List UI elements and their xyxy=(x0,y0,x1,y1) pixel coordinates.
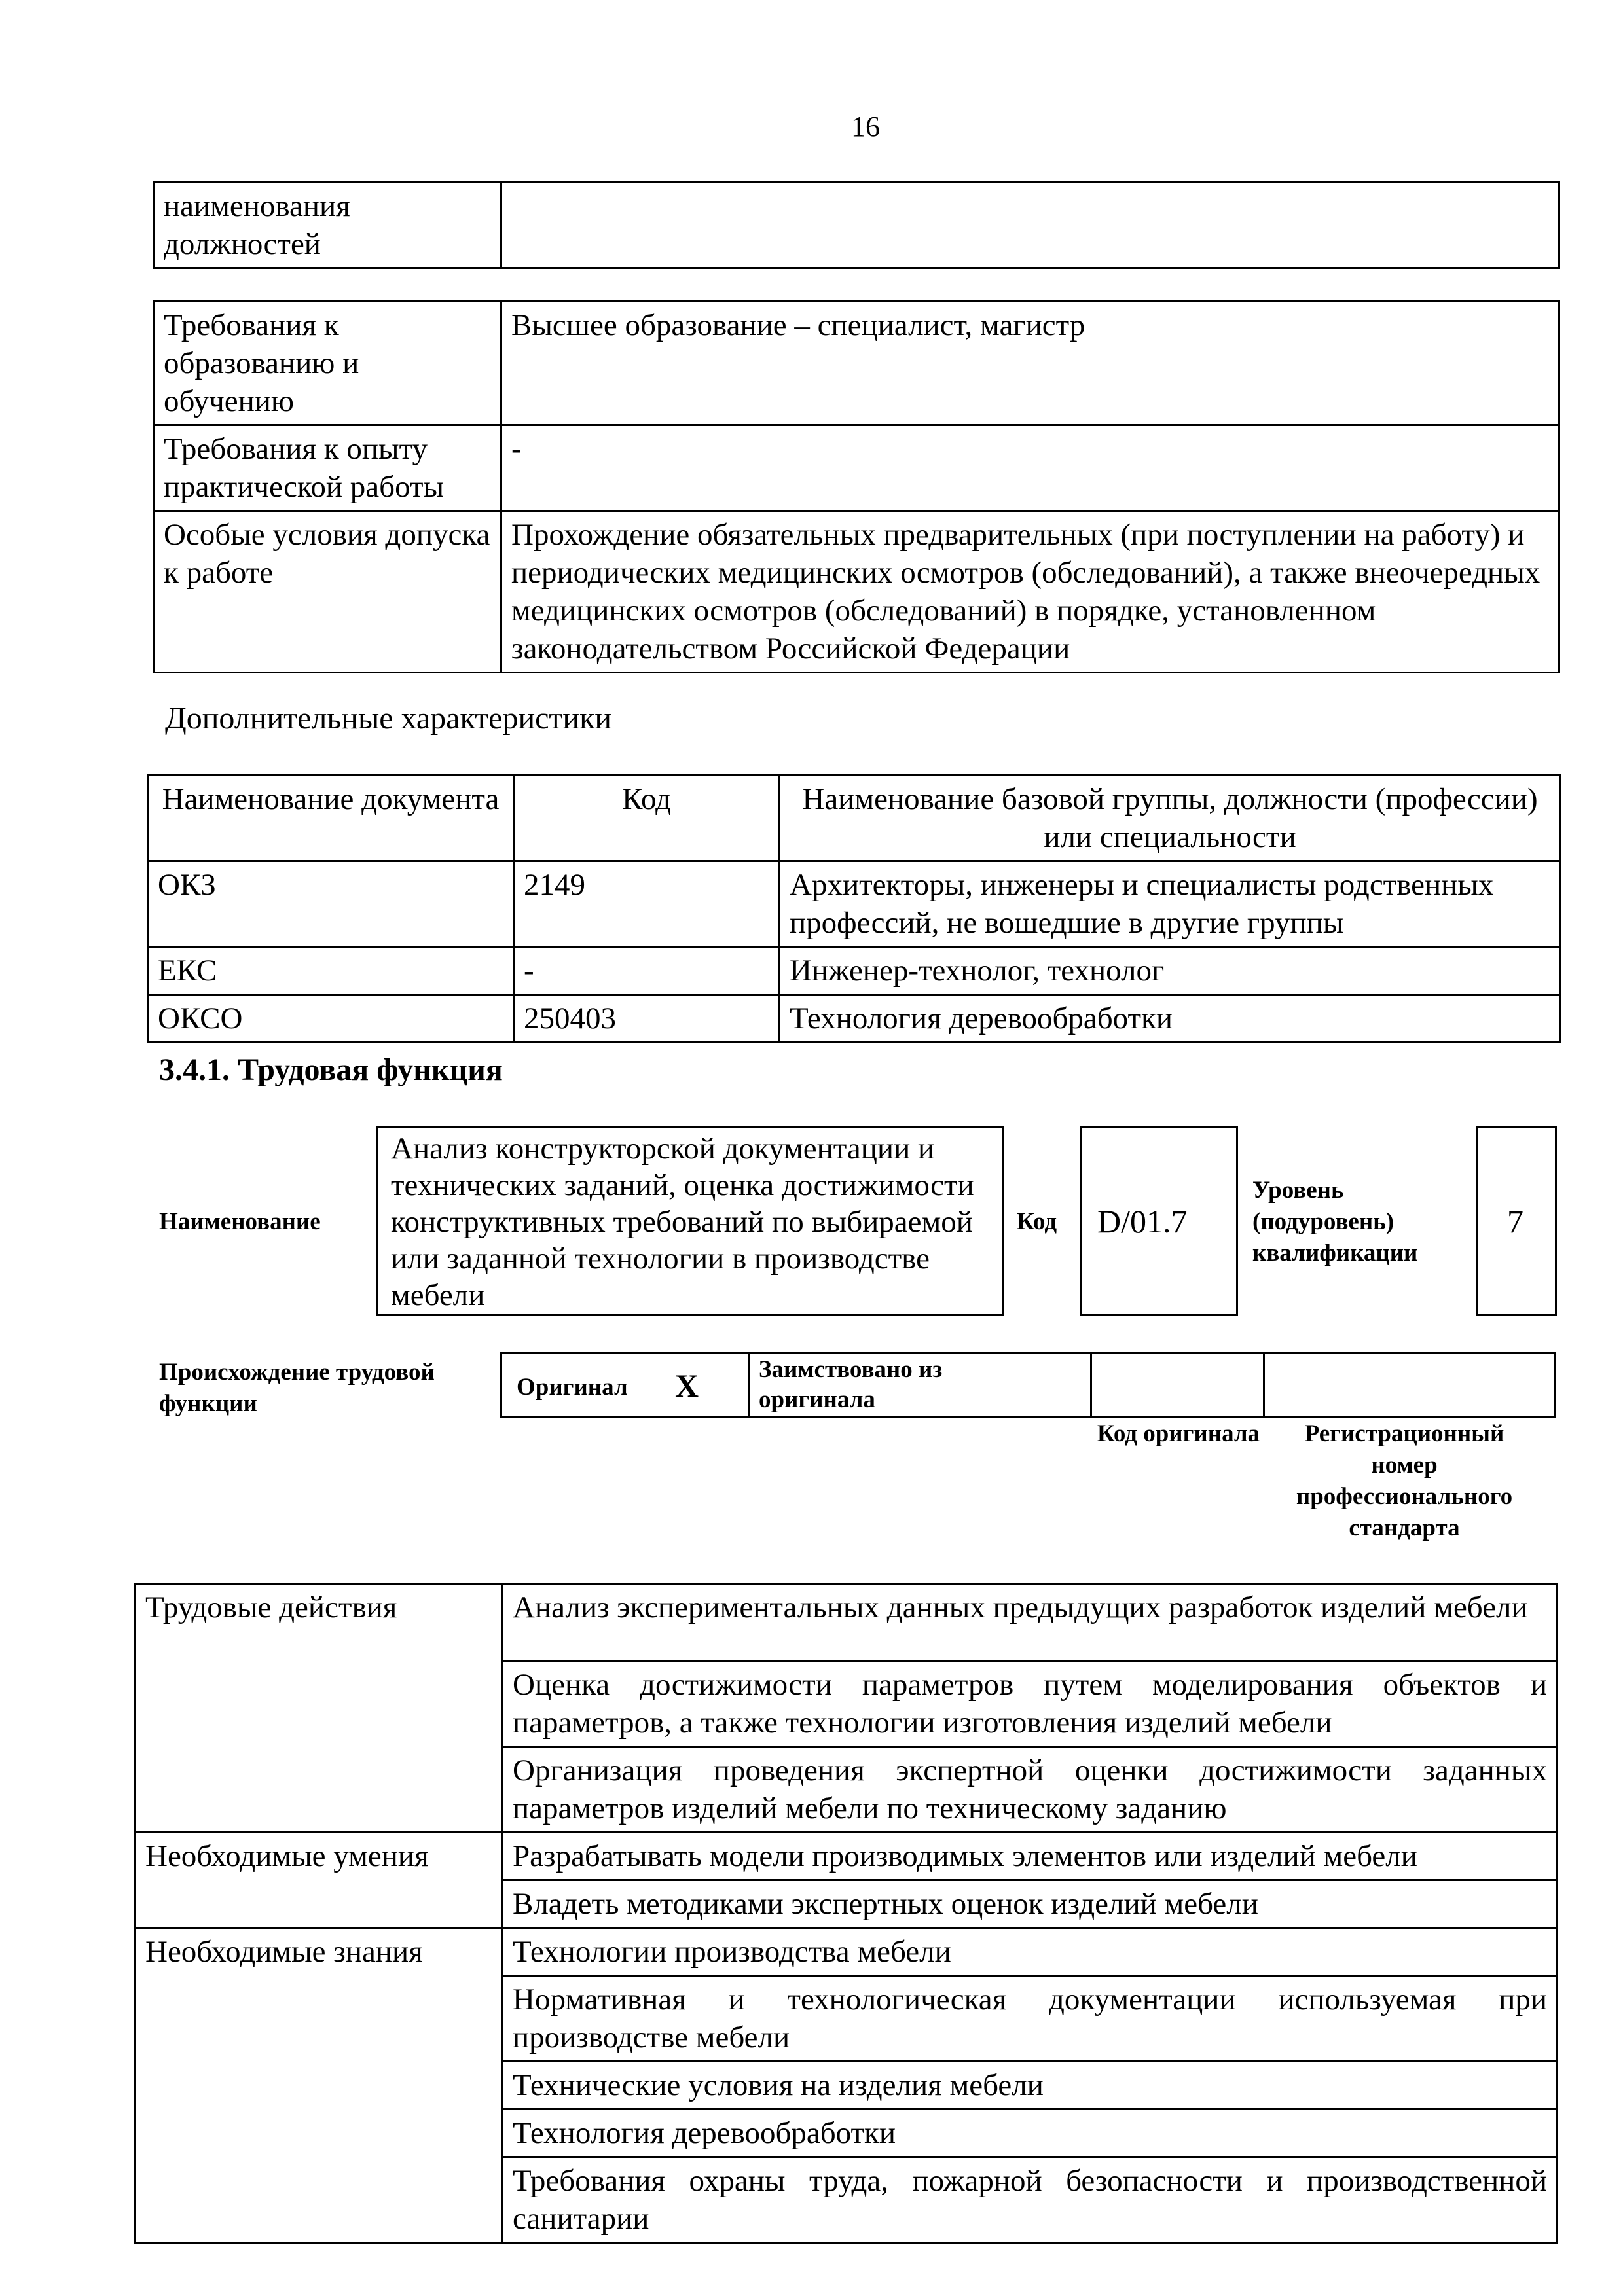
function-code-value: D/01.7 xyxy=(1097,1203,1188,1240)
requirement-value: Прохождение обязательных предварительных (при поступлении на работу) и периодических медицинских осмотров (обследований), а также внеочередных медицинских осмотров (обследований) в порядке, установленном законодательством Российской Федерации xyxy=(501,511,1559,673)
table-row xyxy=(154,511,1559,673)
table-row xyxy=(136,1584,1558,1661)
detail-item: Технические условия на изделия мебели xyxy=(503,2062,1558,2109)
table-row xyxy=(136,1928,1558,1976)
table-row xyxy=(148,861,1561,947)
details-table xyxy=(134,1583,1558,2244)
page-number: 16 xyxy=(851,111,880,143)
table-row xyxy=(148,947,1561,995)
detail-label: Трудовые действия xyxy=(136,1584,503,1833)
detail-item: Анализ экспериментальных данных предыдущих разработок изделий мебели xyxy=(503,1584,1558,1661)
column-header: Наименование базовой группы, должности (профессии) или специальности xyxy=(780,776,1561,861)
column-header: Наименование документа xyxy=(148,776,514,861)
requirements-table xyxy=(153,300,1560,673)
detail-label: Необходимые знания xyxy=(136,1928,503,2243)
table-cell: ОКЗ xyxy=(148,861,514,947)
registration-caption: Регистрационный номер профессионального стандарта xyxy=(1296,1420,1513,1541)
level-box xyxy=(1476,1126,1557,1316)
table-row xyxy=(148,995,1561,1043)
table-cell: - xyxy=(514,947,780,995)
table-row xyxy=(154,425,1559,511)
function-name-value: Анализ конструкторской документации и технических заданий, оценка достижимости конструктивных требований по выбираемой или заданной технологии в производстве мебели xyxy=(391,1132,974,1312)
function-code-box xyxy=(1080,1126,1238,1316)
table-row xyxy=(154,302,1559,425)
requirement-value: Высшее образование – специалист, магистр xyxy=(501,302,1559,425)
detail-item: Требования охраны труда, пожарной безопасности и производственной санитарии xyxy=(503,2157,1558,2243)
detail-item: Нормативная и технологическая документации используемая при производстве мебели xyxy=(503,1976,1558,2062)
table-header-row xyxy=(148,776,1561,861)
section-title: 3.4.1. Трудовая функция xyxy=(159,1052,503,1087)
original-label: Оригинал xyxy=(517,1374,628,1401)
origin-label: Происхождение трудовой функции xyxy=(159,1359,435,1417)
requirement-value: - xyxy=(501,425,1559,511)
detail-item: Технология деревообработки xyxy=(503,2109,1558,2157)
table-cell: ЕКС xyxy=(148,947,514,995)
code-original-caption: Код оригинала xyxy=(1097,1420,1260,1447)
function-name-label: Наименование xyxy=(159,1208,321,1235)
requirement-label: Требования к опыту практической работы xyxy=(154,425,501,511)
positions-value xyxy=(501,183,1559,268)
column-header: Код xyxy=(514,776,780,861)
table-row xyxy=(154,183,1559,268)
detail-item: Владеть методиками экспертных оценок изделий мебели xyxy=(503,1880,1558,1928)
function-name-box xyxy=(376,1126,1004,1316)
positions-table xyxy=(153,181,1560,269)
detail-item: Разрабатывать модели производимых элементов или изделий мебели xyxy=(503,1833,1558,1880)
positions-label: наименования должностей xyxy=(154,183,501,268)
detail-label: Необходимые умения xyxy=(136,1833,503,1928)
detail-item: Организация проведения экспертной оценки достижимости заданных параметров изделий мебели по техническому заданию xyxy=(503,1747,1558,1833)
table-cell: 2149 xyxy=(514,861,780,947)
table-cell: Технология деревообработки xyxy=(780,995,1561,1043)
requirement-label: Особые условия допуска к работе xyxy=(154,511,501,673)
level-label: Уровень (подуровень) квалификации xyxy=(1252,1177,1418,1266)
table-cell: Инженер-технолог, технолог xyxy=(780,947,1561,995)
table-cell: ОКСО xyxy=(148,995,514,1043)
borrowed-label: Заимствовано из оригинала xyxy=(759,1356,943,1413)
requirement-label: Требования к образованию и обучению xyxy=(154,302,501,425)
table-cell: Архитекторы, инженеры и специалисты родственных профессий, не вошедшие в другие группы xyxy=(780,861,1561,947)
table-cell: 250403 xyxy=(514,995,780,1043)
function-code-label: Код xyxy=(1017,1208,1057,1235)
detail-item: Оценка достижимости параметров путем моделирования объектов и параметров, а также технологии изготовления изделий мебели xyxy=(503,1661,1558,1747)
detail-item: Технологии производства мебели xyxy=(503,1928,1558,1976)
original-mark: X xyxy=(675,1367,699,1404)
additional-title: Дополнительные характеристики xyxy=(165,701,612,736)
origin-table xyxy=(500,1352,1556,1418)
table-row xyxy=(136,1833,1558,1880)
additional-table xyxy=(147,774,1561,1043)
level-value: 7 xyxy=(1507,1203,1523,1240)
